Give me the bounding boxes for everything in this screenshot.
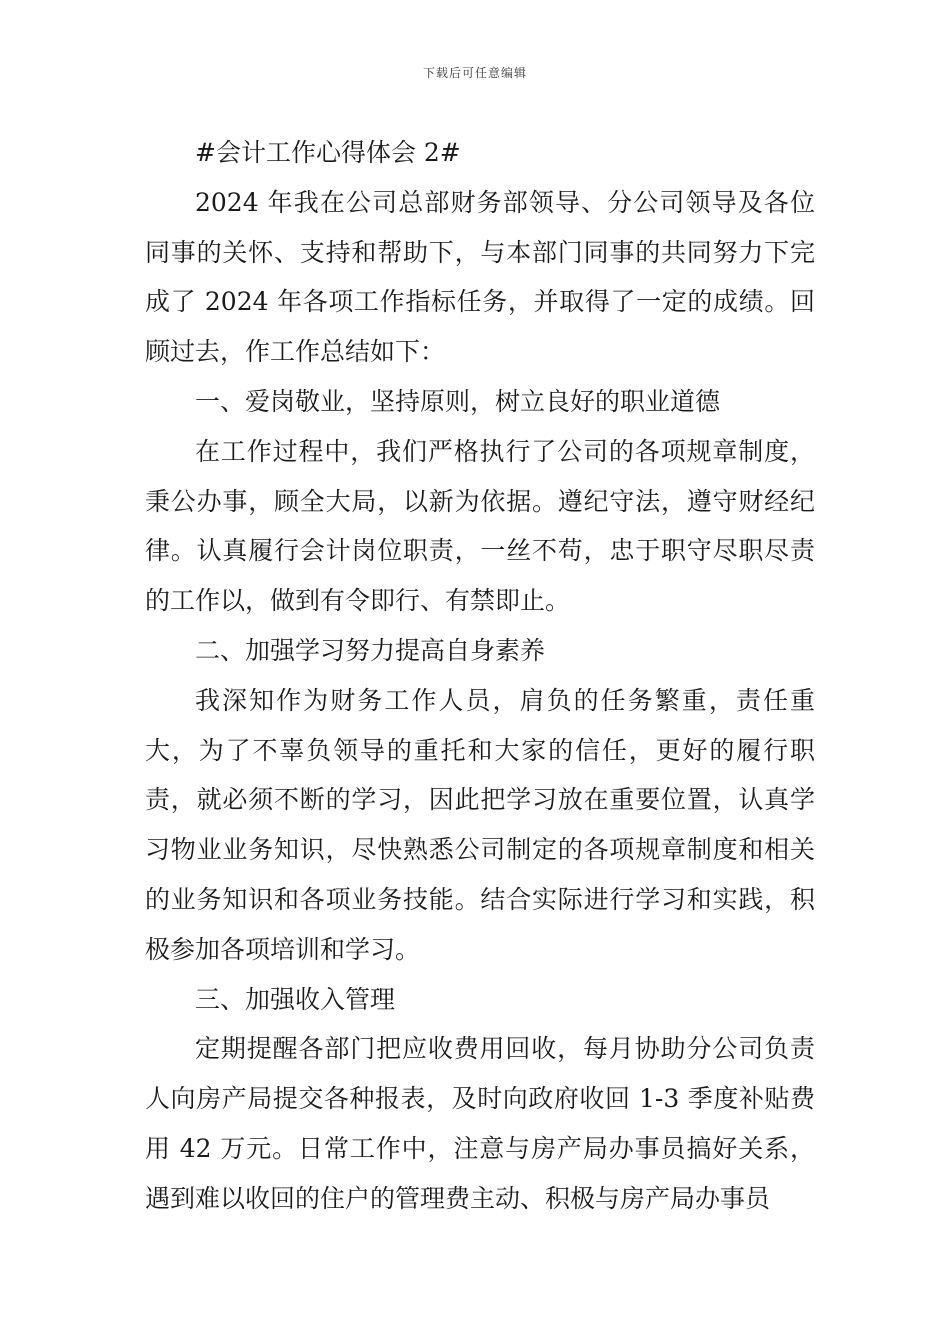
section-3-paragraph: 定期提醒各部门把应收费用回收，每月协助分公司负责人向房产局提交各种报表，及时向政府收回 1-3 季度补贴费用 42 万元。日常工作中，注意与房产局办事员搞好关系，遇到难以收回的住户的管理费主动、积极与房产局办事员: [145, 1034, 815, 1213]
section-2-heading: 二、加强学习努力提高自身素养: [195, 635, 546, 665]
section-1-heading: 一、爱岗敬业，坚持原则，树立良好的职业道德: [195, 386, 721, 416]
document-title: #会计工作心得体会 2#: [195, 138, 461, 167]
section-1-paragraph: 在工作过程中，我们严格执行了公司的各项规章制度，秉公办事，顾全大局，以新为依据。遵纪守法，遵守财经纪律。认真履行会计岗位职责，一丝不苟，忠于职守尽职尽责的工作以，做到有令即行、有禁即止。: [145, 436, 815, 616]
section-3-heading: 三、加强收入管理: [195, 984, 396, 1014]
section-2-paragraph: 我深知作为财务工作人员，肩负的任务繁重，责任重大，为了不辜负领导的重托和大家的信任，更好的履行职责，就必须不断的学习，因此把学习放在重要位置，认真学习物业业务知识，尽快熟悉公司制定的各项规章制度和相关的业务知识和各项业务技能。结合实际进行学习和实践，积极参加各项培训和学习。: [145, 685, 815, 964]
page-header: 下载后可任意编辑: [422, 66, 527, 80]
intro-paragraph: 2024 年我在公司总部财务部领导、分公司领导及各位同事的关怀、支持和帮助下，与本部门同事的共同努力下完成了 2024 年各项工作指标任务，并取得了一定的成绩。回顾过去，作工作总结如下：: [145, 187, 815, 367]
document-body: [145, 128, 815, 1224]
